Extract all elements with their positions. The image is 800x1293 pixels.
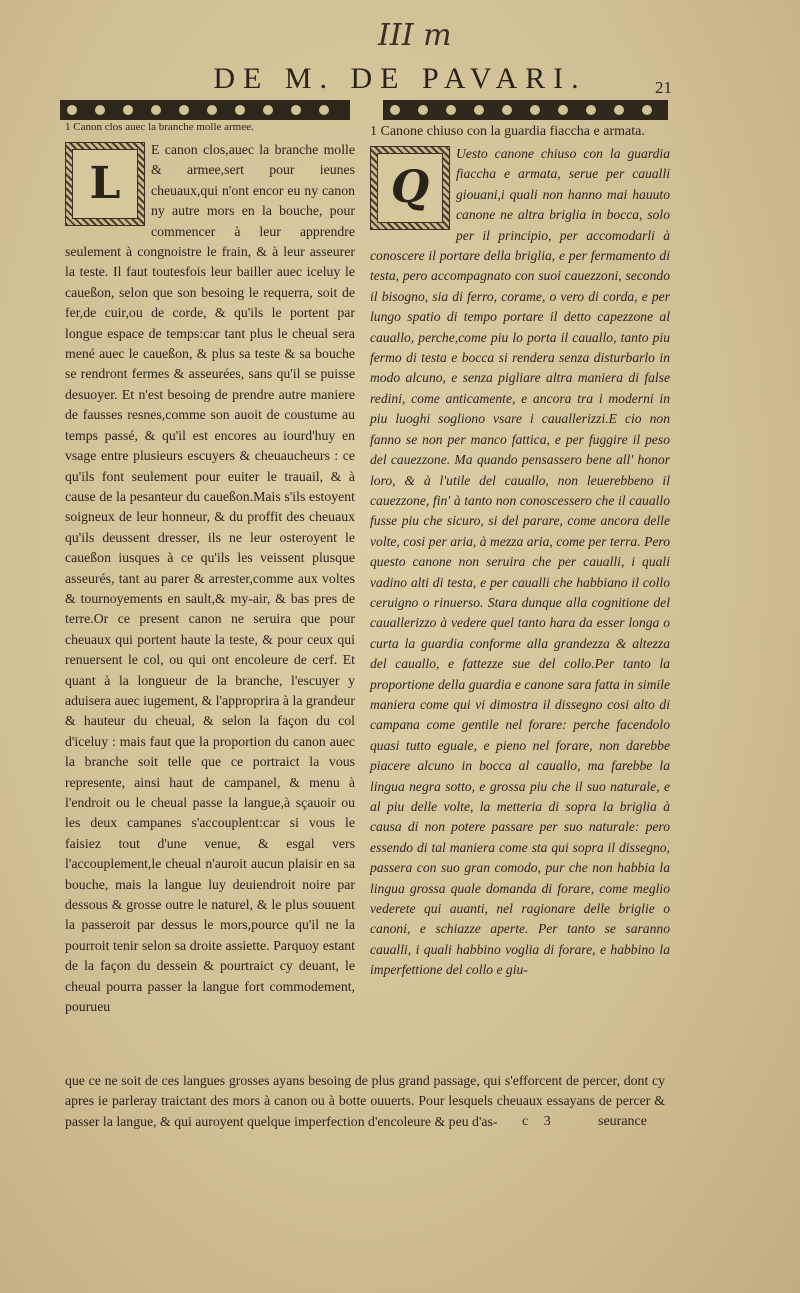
catchword: seurance (598, 1114, 647, 1129)
french-text: E canon clos,auec la branche molle & armee,sert pour ieunes cheuaux,qui n'ont encor eu ny canon ny autre mors en la bouche, pour commencer à leur apprendre seulement à congnoistre le frain, & à leur asseurer la teste. Il faut toutesfois leur bailler auec iceluy le caueßon, selon que son besoing le requerra, soit de fer,de cuir,ou de corde, & qu'ils le portent par longue espace de temps:car tant plus le cheual sera mené auec le caueßon, & plus sa teste & sa bouche se rendront fermes & asseurées, sans qu'il se puisse desuoyer. Et n'est besoing de prendre autre maniere de fausses resnes,comme son auoit de coustume au temps passé, & qu'il est encores au iourd'huy en vsage entre plusieurs escuyers & cheuaucheurs : ce qu'ils font seulement pour euiter le trauail, & à cause de la pesanteur du caueßon.Mais s'ils estoyent soigneux de leur honneur, & du proffit des cheuaux qu'ils deussent dresser, ils ne leur osteroyent le caueßon iusques à ce qu'ils les veissent plusque asseurés, tant au parer & arrester,comme aux voltes & tournoyements en sault,& my-air, & bas pres de terre.Or ce present canon ne seruira que pour cheuaux qui portent haute la teste, & pour ceux qui renuersent le col, ou qui ont encoleure de cerf. Et quant à la longueur de la branche, l'escuyer y aduisera auec iugement, & l'approprira à la grandeur & hauteur du cheual, & selon la façon du col d'iceluy : mais faut que la proportion du canon auec la branche soit telle que ce portraict la vous represente, ainsi haut de campanel, & menu à l'endroit ou le cheual passe la langue,à sçauoir ou les deux campanes s'accouplent:car si vous le faisiez tout d'une venue, & esgal vers l'accouplement,le cheual n'auroit aucun plaisir en sa bouche, mais la langue luy deuiendroit noire par dessous & grosse outre le naturel, & le plus souuent la passeroit par dessus le mors,pource qu'il ne la pourroit tenir selon sa droite assiette. Parquoy estant de la façon du dessein & pourtraict cy deuant, le cheual pourra passer la langue fort commodement, pourueu (65, 142, 355, 1015)
italian-column (370, 124, 670, 981)
italian-heading: 1 Canone chiuso con la guardia fiaccha e armata. (370, 124, 645, 139)
french-column (65, 120, 355, 1017)
ornament-band-left (60, 100, 350, 120)
french-heading: 1 Canon clos auec la branche molle armee. (65, 121, 254, 133)
ornament-band-right (383, 100, 668, 120)
initial-letter-ornament (370, 146, 450, 230)
initial-letter: L (72, 149, 138, 219)
manuscript-note: III m (378, 18, 452, 53)
running-head: DE M. DE PAVARI. (213, 62, 587, 95)
initial-letter: Q (377, 153, 443, 223)
folio-number: 21 (655, 78, 672, 97)
italian-text: Uesto canone chiuso con la guardia fiaccha e armata, serue per caualli giouani,i quali non hanno mai hauuto canone ne altra briglia in bocca, solo per il principio, per accomodarli à conoscere il portare della briglia, e per fermamento di testa, pero accompagnato con suoi cauezzoni, secondo il bisogno, sia di ferro, corame, o vero di corda, e per lungo spatio di tempo portare il detto capezzone al cauallo, perche,come piu lo porta il cauallo, tanto piu fermo di testa e bocca si rendera senza disturbarlo in modo alcuno, e senza pigliare altra maniera di false redini, come anticamente, e ancora tra i moderni in piu luoghi sogliono vsare i cauallerizzi.E cio non fanno se non per manco fattica, e per fuggire il peso del cauezzone. Ma quando pensassero bene all' honor loro, & à l'utile del cauallo, non leuerebbeno il cauezzone, fin' à tanto non conoscessero che il cauallo fusse piu che sicuro, si del parare, come ancora delle volte, cosi per aria, à mezza aria, come per terra. Pero questo canone non seruira che per caualli, i quali vadino alti di testa, e per caualli che habbiano il collo ceruigno o rinuerso. Stara dunque alla cognitione del cauallerizzo à vedere quel tanto hara da esser longa o curta la guardia conforme alla grandezza & altezza del cauallo, e fattezze sue del collo.Per tanto la proportione della guardia e canone sara fatta in simile maniera come qui vi dimostra il dissegno cosi alto di campana come gentile nel forare: perche facendolo quasi tutto eguale, e pieno nel forare, non darebbe piacere alcuno in bocca al cauallo, ma farebbe la lingua negra sotto, e grossa piu che il suo naturale, e al piu delle volte, la metteria di sopra la briglia à causa di non potere passare per suo naturale: pero essendo di tal maniera come sta qui sopra il dissegno, passera con suo gran comodo, pur che non habbia la lingua grossa quale domanda di forare, come meglio vederete qui auanti, nel ragionare delle briglie o canoni, e schiazze aperte. Per tanto se saranno caualli, i quali habbino voglia di forare, e habbino la imperfettione del collo e giu- (370, 146, 670, 978)
signature-mark: c 3 (522, 1114, 557, 1129)
initial-letter-ornament (65, 142, 145, 226)
bottom-text: que ce ne soit de ces langues grosses ayans besoing de plus grand passage, qui s'efforcent de percer, dont cy apres ie parleray traictant des mors à canon ou à botte ouuerts. Pour lesquels cheuaux essayans de percer & passer la langue, & qui auroyent quelque imperfection d'encoleure & peu d'as- (65, 1073, 665, 1129)
